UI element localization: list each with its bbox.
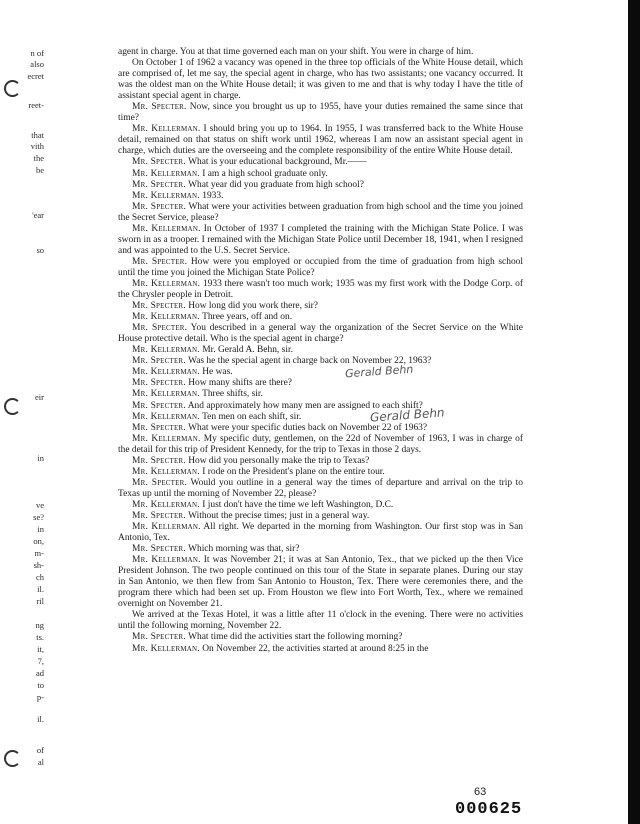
margin-fragment: to	[37, 680, 44, 690]
speaker-name: Mr. Kellerman.	[132, 367, 200, 378]
testimony-paragraph	[118, 58, 523, 102]
margin-fragment: ril	[36, 596, 44, 606]
paragraph-text: Would you outline in a general way the times of departure and arrival on the trip to Texas up until the morning of November 22, please?	[118, 477, 523, 499]
margin-fragment: n of	[30, 48, 44, 58]
testimony-paragraph	[118, 356, 523, 367]
speaker-name: Mr. Specter.	[132, 455, 186, 466]
testimony-paragraph	[118, 511, 523, 522]
testimony-paragraph	[118, 544, 523, 555]
testimony-paragraph	[118, 478, 523, 500]
testimony-paragraph	[118, 301, 523, 312]
testimony-paragraph	[118, 169, 523, 180]
paragraph-text: What year did you graduate from high school?	[188, 179, 364, 190]
paragraph-text: All right. We departed in the morning from Washington. Our first stop was in San Antonio, Tex.	[118, 522, 523, 544]
testimony-paragraph	[118, 423, 523, 434]
margin-fragment: se?	[33, 512, 44, 522]
paragraph-text: Three shifts, sir.	[202, 389, 263, 400]
testimony-body	[118, 47, 523, 655]
speaker-name: Mr. Kellerman.	[132, 499, 200, 510]
paragraph-text: Three years, off and on.	[202, 312, 293, 323]
speaker-name: Mr. Specter.	[132, 400, 186, 411]
margin-fragment: vith	[30, 141, 44, 151]
testimony-paragraph	[118, 257, 523, 279]
testimony-paragraph	[118, 434, 523, 456]
speaker-name: Mr. Specter.	[132, 179, 186, 190]
testimony-paragraph	[118, 412, 523, 423]
scan-edge-bar	[628, 0, 640, 824]
speaker-name: Mr. Specter.	[132, 323, 188, 334]
margin-fragment: ecret	[27, 71, 44, 81]
testimony-paragraph	[118, 500, 523, 511]
testimony-paragraph	[118, 180, 523, 191]
paragraph-text: 1933 there wasn't too much work; 1935 was my first work with the Dodge Corp. of the Chrysler people in Detroit.	[118, 278, 523, 301]
margin-fragment: sh-	[33, 560, 44, 570]
speaker-name: Mr. Specter.	[132, 157, 186, 168]
margin-fragment: in	[37, 524, 44, 534]
speaker-name: Mr. Kellerman.	[132, 223, 201, 234]
testimony-paragraph	[118, 157, 523, 168]
testimony-paragraph	[118, 467, 523, 478]
margin-fragment: so	[36, 245, 44, 255]
margin-fragment: ch	[35, 572, 44, 582]
paragraph-text: Mr. Gerald A. Behn, sir.	[202, 345, 293, 356]
speaker-name: Mr. Kellerman.	[132, 643, 200, 654]
speaker-name: Mr. Kellerman.	[132, 168, 200, 179]
paragraph-text: What were your specific duties back on November 22 of 1963?	[188, 422, 428, 433]
testimony-paragraph	[118, 389, 523, 400]
speaker-name: Mr. Specter.	[132, 544, 186, 555]
paragraph-text: On November 22, the activities started at around 8:25 in the	[202, 643, 429, 654]
paragraph-text: How many shifts are there?	[188, 378, 292, 389]
speaker-name: Mr. Specter.	[132, 510, 186, 521]
paragraph-text: On October 1 of 1962 a vacancy was opened in the three top officials of the White House detail, which are comprised of, let me say, the special agent in charge, who has two assistants; one vacancy occurred. It was the oldest man on the White House detail; it was given to me and that is why today I have the title of assistant special agent in charge.	[118, 58, 523, 102]
paragraph-text: 1933.	[202, 190, 224, 201]
testimony-paragraph	[118, 401, 523, 412]
speaker-name: Mr. Specter.	[132, 301, 186, 312]
testimony-paragraph	[118, 102, 523, 124]
paragraph-text: What is your educational background, Mr.——	[188, 157, 367, 168]
testimony-paragraph	[118, 312, 523, 323]
testimony-paragraph	[118, 555, 523, 610]
handwritten-annotation: Gerald Behn	[344, 362, 414, 381]
testimony-paragraph	[118, 191, 523, 202]
paragraph-text: He was.	[202, 367, 233, 378]
paragraph-text: It was November 21; it was at San Antonio, Tex., that we picked up the then Vice President Johnson. The two people continued on this tour of the State in separate planes. During our stay in San Antonio, we then flew from San Antonio to Houston, Tex. There were ceremonies there, and the program there which had been set up. From Houston we flew into Fort Worth, Tex., where we remained overnight on November 21.	[118, 555, 523, 610]
paragraph-text: In October of 1937 I completed the training with the Michigan State Police. I was sworn in as a trooper. I remained with the Michigan State Police until December 18, 1941, when I resigned and was appointed to the U.S. Secret Service.	[118, 223, 524, 256]
speaker-name: Mr. Kellerman.	[132, 389, 200, 400]
speaker-name: Mr. Specter.	[132, 256, 188, 267]
testimony-paragraph	[118, 279, 523, 301]
margin-fragment: il.	[37, 714, 44, 724]
paragraph-text: Without the precise times; just in a general way.	[188, 510, 370, 521]
testimony-paragraph	[118, 47, 523, 58]
speaker-name: Mr. Kellerman.	[132, 433, 201, 444]
margin-fragment: il.	[37, 584, 44, 594]
margin-fragment: 7,	[37, 656, 44, 666]
speaker-name: Mr. Specter.	[132, 632, 186, 643]
testimony-paragraph	[118, 456, 523, 467]
margin-fragment: on,	[33, 536, 44, 546]
margin-fragment: ve	[35, 500, 44, 510]
document-id: 000625	[455, 800, 523, 819]
testimony-paragraph	[118, 610, 523, 632]
speaker-name: Mr. Specter.	[132, 102, 187, 113]
adjacent-page-margin	[0, 40, 58, 800]
paragraph-text: I should bring you up to 1964. In 1955, I was transferred back to the White House detail, remained on that status on shift work until 1962, whereas I am now an assistant special agent in charge, which duties are the overseeing and the complete responsibility of the entire White House detail.	[118, 124, 523, 157]
paragraph-text: And approximately how many men are assigned to each shift?	[187, 400, 423, 411]
speaker-name: Mr. Kellerman.	[132, 124, 201, 135]
speaker-name: Mr. Kellerman.	[132, 345, 200, 356]
testimony-paragraph	[118, 323, 523, 345]
punch-hole	[4, 750, 21, 767]
testimony-paragraph	[118, 202, 523, 224]
page-number: 63	[474, 786, 487, 798]
margin-fragment: eir	[35, 392, 44, 402]
paragraph-text: I just don't have the time we left Washington, D.C.	[202, 499, 394, 510]
paragraph-text: My specific duty, gentlemen, on the 22d of November of 1963, I was in charge of the detail for this trip of President Kennedy, for the trip to Texas in those 2 days.	[118, 433, 524, 455]
testimony-paragraph	[118, 378, 523, 389]
margin-fragment: of	[36, 745, 44, 755]
testimony-paragraph	[118, 644, 523, 655]
paragraph-text: How were you employed or occupied from the time of graduation from high school until the time you joined the Michigan State Police?	[118, 256, 523, 278]
margin-fragment: the	[33, 153, 44, 163]
margin-fragment: it,	[37, 644, 44, 654]
testimony-paragraph	[118, 522, 523, 544]
paragraph-text: How did you personally make the trip to Texas?	[188, 455, 370, 466]
speaker-name: Mr. Kellerman.	[132, 278, 201, 289]
punch-hole	[4, 398, 21, 415]
paragraph-text: We arrived at the Texas Hotel, it was a little after 11 o'clock in the evening. There were no activities until the following morning, November 22.	[118, 610, 523, 632]
paragraph-text: Ten men on each shift, sir.	[202, 411, 302, 422]
speaker-name: Mr. Specter.	[132, 477, 188, 488]
testimony-paragraph	[118, 124, 523, 157]
speaker-name: Mr. Kellerman.	[132, 555, 201, 566]
margin-fragment: al	[37, 757, 44, 767]
margin-fragment: ts.	[36, 632, 44, 642]
margin-fragment: ad	[35, 668, 44, 678]
paragraph-text: I rode on the President's plane on the entire tour.	[202, 466, 385, 477]
paragraph-text: What were your activities between graduation from high school and the time you joined the Secret Service, please?	[118, 201, 523, 223]
paragraph-text: agent in charge. You at that time governed each man on your shift. You were in charge of him.	[118, 47, 474, 57]
paragraph-text: I am a high school graduate only.	[202, 168, 328, 179]
margin-fragment: reet-	[28, 100, 44, 110]
testimony-paragraph	[118, 367, 523, 378]
speaker-name: Mr. Kellerman.	[132, 411, 200, 422]
margin-fragment: also	[30, 59, 44, 69]
testimony-paragraph	[118, 345, 523, 356]
speaker-name: Mr. Specter.	[132, 201, 187, 212]
speaker-name: Mr. Specter.	[132, 378, 186, 389]
paragraph-text: Now, since you brought us up to 1955, have your duties remained the same since that time?	[118, 102, 523, 124]
speaker-name: Mr. Specter.	[132, 356, 186, 367]
paragraph-text: What time did the activities start the following morning?	[188, 632, 403, 643]
testimony-paragraph	[118, 632, 523, 643]
paragraph-text: You described in a general way the organization of the Secret Service on the White House protective detail. Who is the special agent in charge?	[118, 323, 523, 345]
speaker-name: Mr. Specter.	[132, 422, 186, 433]
margin-fragment: in	[37, 453, 44, 463]
margin-fragment: m-	[34, 548, 44, 558]
margin-fragment: p-	[36, 692, 44, 702]
margin-fragment: that	[31, 130, 44, 140]
testimony-paragraph	[118, 224, 523, 257]
handwritten-annotation: Gerald Behn	[369, 405, 445, 425]
paragraph-text: Was he the special agent in charge back on November 22, 1963?	[188, 356, 432, 367]
speaker-name: Mr. Kellerman.	[132, 312, 200, 323]
margin-fragment: ng	[35, 620, 44, 630]
margin-fragment: 'ear	[32, 210, 44, 220]
speaker-name: Mr. Kellerman.	[132, 466, 200, 477]
margin-fragment: be	[35, 165, 44, 175]
punch-hole	[4, 80, 21, 97]
paragraph-text: How long did you work there, sir?	[188, 301, 318, 312]
speaker-name: Mr. Kellerman.	[132, 522, 201, 533]
paragraph-text: Which morning was that, sir?	[188, 544, 300, 555]
speaker-name: Mr. Kellerman.	[132, 190, 200, 201]
